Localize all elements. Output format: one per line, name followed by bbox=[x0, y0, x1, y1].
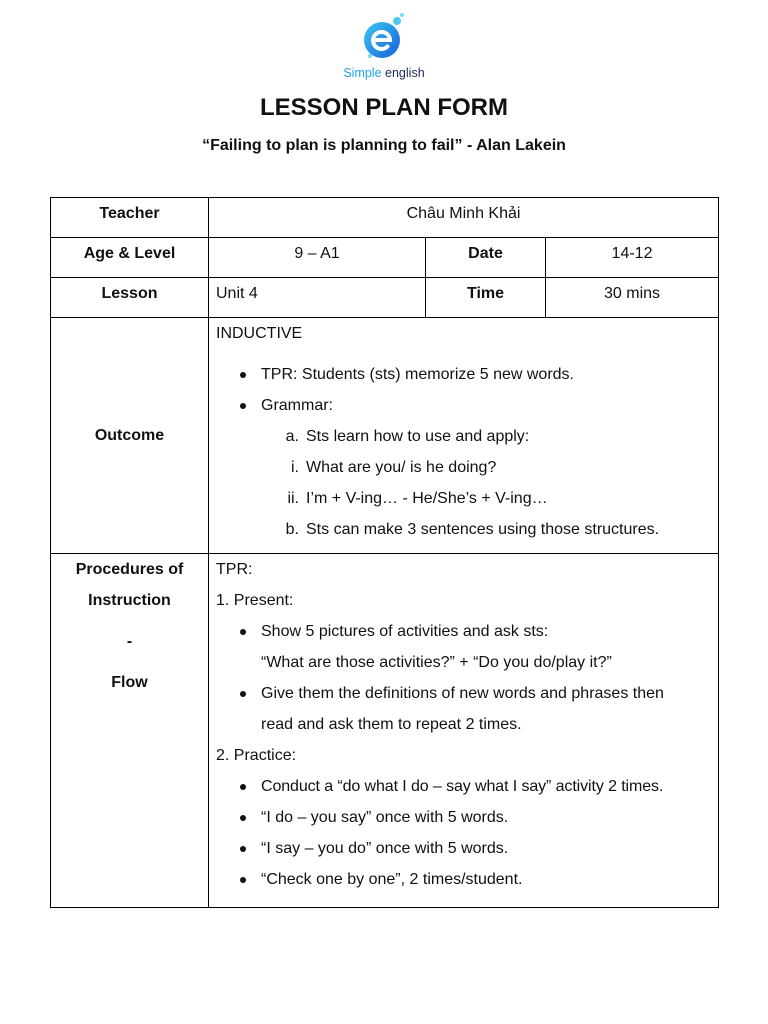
outcome-bullet-list bbox=[216, 359, 711, 421]
practice-bullet-list bbox=[216, 771, 711, 895]
outcome-sub-item: b. Sts can make 3 sentences using those structures. bbox=[285, 521, 660, 538]
procedures-row bbox=[51, 554, 719, 908]
simple-english-logo-text: Simple english bbox=[343, 66, 425, 80]
teacher-label: Teacher bbox=[51, 198, 209, 238]
quote: “Failing to plan is planning to fail” - Alan Lakein bbox=[202, 137, 566, 154]
procedures-content bbox=[209, 554, 719, 908]
date-value: 14-12 bbox=[546, 238, 719, 278]
present-heading: 1. Present: bbox=[216, 592, 294, 609]
procedures-heading: TPR: bbox=[216, 561, 253, 578]
outcome-content bbox=[209, 318, 719, 554]
procedures-label: Procedures of Instruction - Flow bbox=[51, 554, 209, 908]
outcome-row bbox=[51, 318, 719, 554]
present-bullet-list bbox=[216, 616, 711, 740]
outcome-bullet: Grammar: bbox=[216, 390, 711, 421]
lesson-value: Unit 4 bbox=[209, 278, 426, 318]
time-label: Time bbox=[426, 278, 546, 318]
outcome-bullet: TPR: Students (sts) memorize 5 new words. bbox=[216, 359, 711, 390]
simple-english-logo bbox=[334, 12, 434, 86]
practice-bullet: “I do – you say” once with 5 words. bbox=[216, 802, 711, 833]
practice-bullet: “I say – you do” once with 5 words. bbox=[216, 833, 711, 864]
teacher-row bbox=[51, 198, 719, 238]
lesson-label: Lesson bbox=[51, 278, 209, 318]
outcome-sub-item: a. Sts learn how to use and apply: bbox=[285, 428, 530, 445]
outcome-label: Outcome bbox=[51, 318, 209, 554]
age-level-label: Age & Level bbox=[51, 238, 209, 278]
time-value: 30 mins bbox=[546, 278, 719, 318]
practice-bullet: Conduct a “do what I do – say what I say” activity 2 times. bbox=[216, 771, 711, 802]
outcome-sub-item: i. What are you/ is he doing? bbox=[291, 459, 497, 476]
practice-heading: 2. Practice: bbox=[216, 747, 297, 764]
simple-english-logo-icon bbox=[362, 12, 406, 62]
teacher-value: Châu Minh Khải bbox=[209, 198, 719, 238]
age-level-value: 9 – A1 bbox=[209, 238, 426, 278]
date-label: Date bbox=[426, 238, 546, 278]
practice-bullet: “Check one by one”, 2 times/student. bbox=[216, 864, 711, 895]
outcome-heading: INDUCTIVE bbox=[216, 325, 303, 342]
page-title: LESSON PLAN FORM bbox=[259, 94, 508, 121]
outcome-sub-item: ii. I’m + V-ing… - He/She’s + V-ing… bbox=[287, 490, 548, 507]
lesson-plan-table bbox=[50, 197, 719, 908]
present-bullet: Give them the definitions of new words and phrases then read and ask them to repeat 2 times. bbox=[216, 678, 711, 740]
lesson-row bbox=[51, 278, 719, 318]
present-bullet: Show 5 pictures of activities and ask sts: “What are those activities?” + “Do you do/play it?” bbox=[216, 616, 711, 678]
age-level-row bbox=[51, 238, 719, 278]
